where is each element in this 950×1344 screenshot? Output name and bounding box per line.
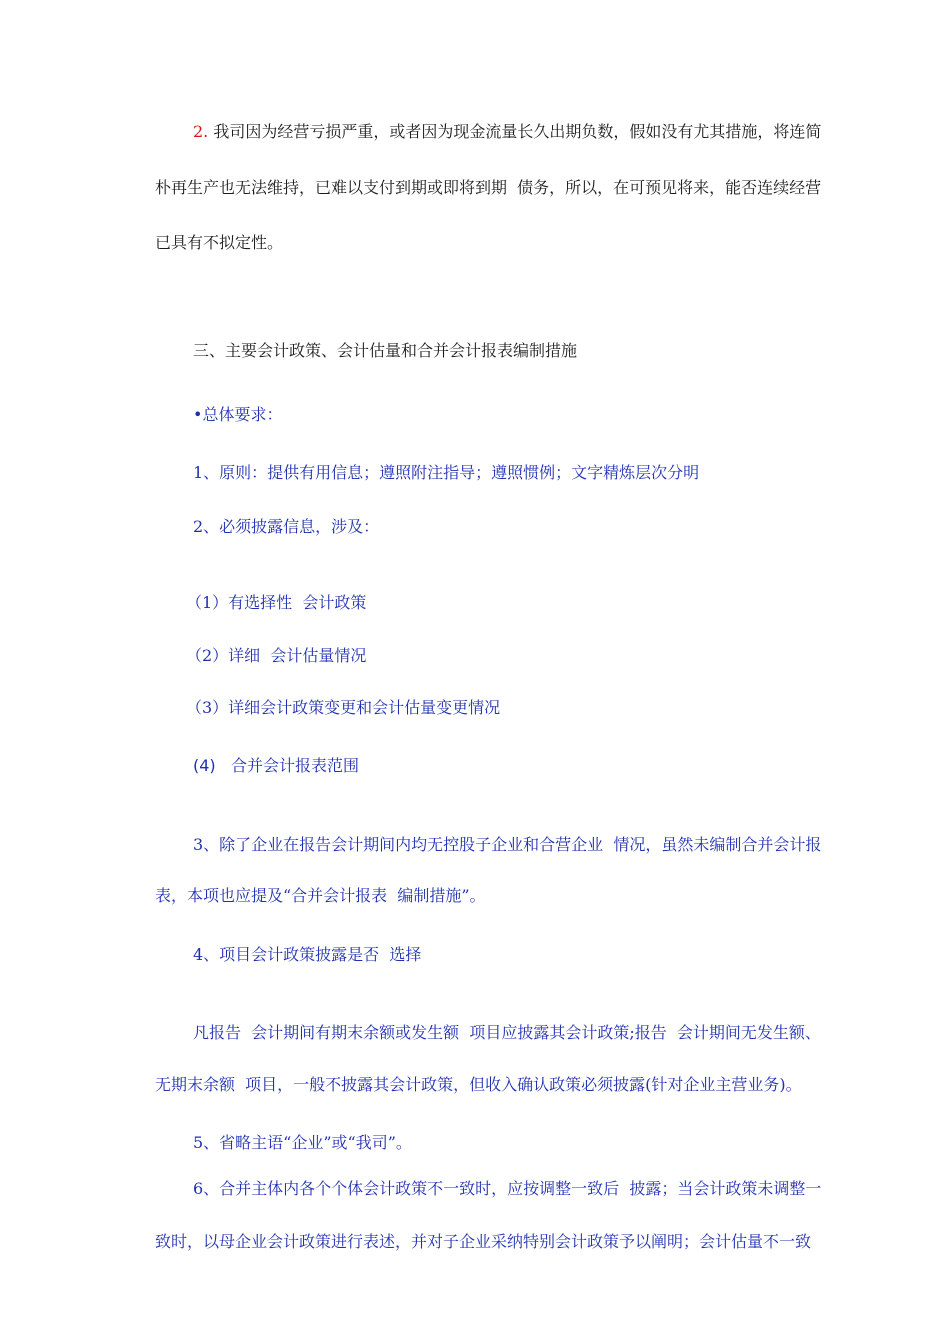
item-3-line-2: 表，本项也应提及“合并会计报表 编制措施”。 (155, 886, 486, 905)
sub-item-4-number: (4) (193, 756, 216, 775)
item-3-line-1: 3、除了企业在报告会计期间内均无控股子企业和合营企业 情况，虽然未编制合并会计报 (193, 835, 822, 854)
section-heading: 三、主要会计政策、会计估量和合并会计报表编制措施 (193, 341, 578, 360)
paragraph-2-text-1: 我司因为经营亏损严重，或者因为现金流量长久出期负数，假如没有尤其措施，将连简 (213, 122, 822, 141)
item-6-line-2: 致时，以母企业会计政策进行表述，并对子企业采纳特别会计政策予以阐明；会计估量不一致 (155, 1232, 812, 1251)
paragraph-2-line-3: 已具有不拟定性。 (155, 233, 284, 252)
sub-item-2: （2）详细 会计估量情况 (186, 646, 367, 665)
sub-item-4 (193, 756, 359, 776)
paragraph-2-number: 2. (193, 122, 209, 141)
item-2-required-disclosures: 2、必须披露信息，涉及： (193, 517, 380, 536)
item-5: 5、省略主语“企业”或“我司”。 (193, 1133, 412, 1152)
sub-item-3: （3）详细会计政策变更和会计估量变更情况 (186, 698, 501, 717)
item-1-principles: 1、原则：提供有用信息；遵照附注指导；遵照惯例；文字精炼层次分明 (193, 463, 700, 482)
paragraph-2-line-1 (193, 122, 821, 142)
item-4-detail-line-1: 凡报告 会计期间有期末余额或发生额 项目应披露其会计政策;报告 会计期间无发生额、 (193, 1023, 821, 1042)
paragraph-2-line-2: 朴再生产也无法维持，已难以支付到期或即将到期 债务，所以，在可预见将来，能否连续经营 (155, 178, 822, 197)
item-4: 4、项目会计政策披露是否 选择 (193, 945, 422, 964)
overall-requirements-label: •总体要求： (193, 405, 283, 424)
sub-item-4-text: 合并会计报表范围 (230, 756, 359, 775)
sub-item-1: （1）有选择性 会计政策 (186, 593, 367, 612)
item-4-detail-line-2: 无期末余额 项目，一般不披露其会计政策，但收入确认政策必须披露(针对企业主营业务)。 (155, 1075, 802, 1094)
item-6-line-1: 6、合并主体内各个个体会计政策不一致时，应按调整一致后 披露；当会计政策未调整一 (193, 1179, 822, 1198)
